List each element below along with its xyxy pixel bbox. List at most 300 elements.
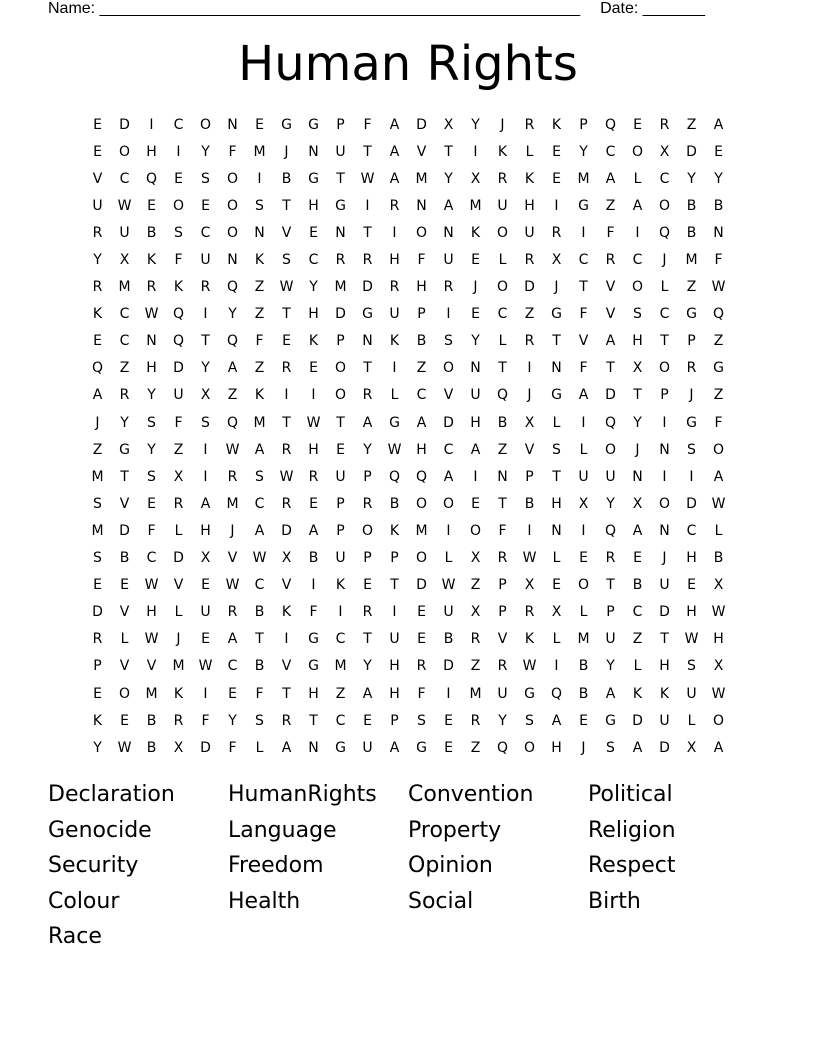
grid-letter[interactable]: Q <box>604 522 617 539</box>
grid-letter[interactable]: Y <box>606 495 615 512</box>
grid-letter[interactable]: I <box>662 414 667 431</box>
grid-letter[interactable]: S <box>444 333 453 350</box>
grid-letter[interactable]: E <box>336 441 345 458</box>
grid-letter[interactable]: O <box>118 143 131 160</box>
grid-letter[interactable]: Y <box>201 360 210 377</box>
grid-letter[interactable]: D <box>632 712 643 729</box>
grid-letter[interactable]: E <box>147 197 156 214</box>
grid-letter[interactable]: X <box>470 604 481 621</box>
grid-letter[interactable]: Z <box>713 333 724 350</box>
grid-letter[interactable]: K <box>146 252 157 269</box>
grid-letter[interactable]: F <box>417 685 426 702</box>
grid-letter[interactable]: A <box>389 116 400 133</box>
grid-letter[interactable]: K <box>281 604 292 621</box>
grid-letter[interactable]: V <box>173 577 184 594</box>
grid-letter[interactable]: Q <box>658 224 671 241</box>
grid-letter[interactable]: K <box>308 333 319 350</box>
grid-letter[interactable]: E <box>93 685 102 702</box>
grid-letter[interactable]: G <box>281 116 292 133</box>
grid-letter[interactable]: E <box>201 197 210 214</box>
grid-letter[interactable]: R <box>362 495 373 512</box>
grid-letter[interactable]: Y <box>147 441 156 458</box>
grid-letter[interactable]: P <box>579 116 588 133</box>
grid-letter[interactable]: E <box>471 495 480 512</box>
grid-letter[interactable]: O <box>469 522 482 539</box>
grid-letter[interactable]: Q <box>604 414 617 431</box>
grid-letter[interactable]: L <box>174 522 183 539</box>
grid-letter[interactable]: E <box>93 143 102 160</box>
grid-letter[interactable]: I <box>203 685 208 702</box>
grid-letter[interactable]: T <box>363 631 372 648</box>
grid-letter[interactable]: Z <box>524 306 535 323</box>
grid-letter[interactable]: U <box>200 604 211 621</box>
grid-letter[interactable]: S <box>525 712 534 729</box>
grid-letter[interactable]: E <box>579 712 588 729</box>
grid-letter[interactable]: R <box>524 252 535 269</box>
grid-letter[interactable]: O <box>442 495 455 512</box>
grid-letter[interactable]: E <box>552 170 561 187</box>
grid-letter[interactable]: Q <box>496 387 509 404</box>
grid-letter[interactable]: U <box>389 631 400 648</box>
grid-letter[interactable]: R <box>92 631 103 648</box>
grid-letter[interactable]: E <box>687 577 696 594</box>
grid-letter[interactable]: E <box>120 577 129 594</box>
grid-letter[interactable]: A <box>92 387 103 404</box>
grid-letter[interactable]: X <box>443 116 454 133</box>
grid-letter[interactable]: A <box>578 387 589 404</box>
grid-letter[interactable]: O <box>496 224 509 241</box>
grid-letter[interactable]: V <box>281 577 292 594</box>
grid-letter[interactable]: R <box>362 604 373 621</box>
grid-letter[interactable]: I <box>284 631 289 648</box>
grid-letter[interactable]: Q <box>172 306 185 323</box>
grid-letter[interactable]: L <box>255 739 264 756</box>
grid-letter[interactable]: K <box>92 712 103 729</box>
grid-letter[interactable]: V <box>281 658 292 675</box>
grid-letter[interactable]: O <box>334 360 347 377</box>
grid-letter[interactable]: A <box>713 739 724 756</box>
grid-letter[interactable]: F <box>498 522 507 539</box>
grid-letter[interactable]: Z <box>227 387 238 404</box>
grid-letter[interactable]: I <box>149 116 154 133</box>
grid-letter[interactable]: Z <box>254 360 265 377</box>
grid-letter[interactable]: S <box>255 468 264 485</box>
grid-letter[interactable]: U <box>605 631 616 648</box>
grid-letter[interactable]: N <box>308 739 319 756</box>
grid-letter[interactable]: N <box>227 252 238 269</box>
grid-letter[interactable]: R <box>389 197 400 214</box>
grid-letter[interactable]: C <box>119 306 130 323</box>
grid-letter[interactable]: F <box>606 224 615 241</box>
grid-letter[interactable]: E <box>417 631 426 648</box>
grid-letter[interactable]: M <box>253 414 266 431</box>
grid-letter[interactable]: S <box>174 224 183 241</box>
grid-letter[interactable]: N <box>551 522 562 539</box>
grid-letter[interactable]: G <box>335 739 346 756</box>
grid-letter[interactable]: U <box>470 387 481 404</box>
grid-letter[interactable]: E <box>174 170 183 187</box>
grid-letter[interactable]: C <box>605 143 616 160</box>
grid-letter[interactable]: A <box>227 360 238 377</box>
grid-letter[interactable]: X <box>173 468 184 485</box>
grid-letter[interactable]: I <box>365 197 370 214</box>
grid-letter[interactable]: A <box>443 468 454 485</box>
grid-letter[interactable]: E <box>309 495 318 512</box>
grid-letter[interactable]: V <box>578 333 589 350</box>
grid-letter[interactable]: E <box>579 550 588 567</box>
grid-letter[interactable]: L <box>552 631 561 648</box>
grid-letter[interactable]: S <box>93 550 102 567</box>
grid-letter[interactable]: U <box>335 550 346 567</box>
grid-letter[interactable]: T <box>606 577 615 594</box>
grid-letter[interactable]: J <box>554 279 559 296</box>
grid-letter[interactable]: X <box>200 550 211 567</box>
grid-letter[interactable]: R <box>470 631 481 648</box>
grid-letter[interactable]: W <box>144 577 159 594</box>
grid-letter[interactable]: T <box>120 468 129 485</box>
grid-letter[interactable]: W <box>225 577 240 594</box>
grid-letter[interactable]: R <box>227 604 238 621</box>
grid-letter[interactable]: N <box>227 116 238 133</box>
grid-letter[interactable]: A <box>551 712 562 729</box>
grid-letter[interactable]: U <box>200 252 211 269</box>
grid-letter[interactable]: F <box>714 414 723 431</box>
grid-letter[interactable]: D <box>605 387 616 404</box>
grid-letter[interactable]: G <box>308 658 319 675</box>
grid-letter[interactable]: G <box>119 441 130 458</box>
grid-letter[interactable]: W <box>387 441 402 458</box>
grid-letter[interactable]: O <box>226 170 239 187</box>
grid-letter[interactable]: R <box>497 550 508 567</box>
grid-letter[interactable]: B <box>713 197 724 214</box>
grid-letter[interactable]: W <box>144 631 159 648</box>
grid-letter[interactable]: X <box>281 550 292 567</box>
grid-letter[interactable]: D <box>524 279 535 296</box>
grid-letter[interactable]: D <box>686 143 697 160</box>
grid-letter[interactable]: Y <box>147 387 156 404</box>
grid-letter[interactable]: F <box>228 143 237 160</box>
grid-letter[interactable]: P <box>417 306 426 323</box>
grid-letter[interactable]: U <box>443 604 454 621</box>
grid-letter[interactable]: D <box>416 116 427 133</box>
grid-letter[interactable]: G <box>524 685 535 702</box>
grid-letter[interactable]: F <box>309 604 318 621</box>
grid-letter[interactable]: Y <box>579 143 588 160</box>
grid-letter[interactable]: E <box>120 712 129 729</box>
grid-letter[interactable]: M <box>415 170 428 187</box>
date-field[interactable]: Date: _______ <box>600 0 706 17</box>
grid-letter[interactable]: T <box>390 577 399 594</box>
grid-letter[interactable]: L <box>174 604 183 621</box>
grid-letter[interactable]: G <box>605 712 616 729</box>
grid-letter[interactable]: Z <box>470 739 481 756</box>
grid-letter[interactable]: I <box>257 170 262 187</box>
grid-letter[interactable]: E <box>228 685 237 702</box>
grid-letter[interactable]: P <box>336 116 345 133</box>
grid-letter[interactable]: N <box>713 224 724 241</box>
grid-letter[interactable]: C <box>632 604 643 621</box>
grid-letter[interactable]: E <box>93 577 102 594</box>
grid-letter[interactable]: L <box>633 658 642 675</box>
grid-letter[interactable]: L <box>714 522 723 539</box>
grid-letter[interactable]: B <box>443 631 454 648</box>
grid-letter[interactable]: T <box>282 306 291 323</box>
grid-letter[interactable]: F <box>174 414 183 431</box>
grid-letter[interactable]: G <box>335 197 346 214</box>
grid-letter[interactable]: A <box>443 197 454 214</box>
grid-letter[interactable]: P <box>525 468 534 485</box>
grid-letter[interactable]: W <box>441 577 456 594</box>
grid-letter[interactable]: O <box>172 197 185 214</box>
grid-letter[interactable]: Q <box>388 468 401 485</box>
grid-letter[interactable]: N <box>308 143 319 160</box>
grid-letter[interactable]: A <box>605 685 616 702</box>
grid-letter[interactable]: N <box>146 333 157 350</box>
grid-letter[interactable]: O <box>334 387 347 404</box>
grid-letter[interactable]: F <box>363 116 372 133</box>
grid-letter[interactable]: Z <box>632 631 643 648</box>
grid-letter[interactable]: A <box>254 441 265 458</box>
grid-letter[interactable]: R <box>524 333 535 350</box>
grid-letter[interactable]: K <box>524 170 535 187</box>
grid-letter[interactable]: B <box>281 170 292 187</box>
grid-letter[interactable]: X <box>470 550 481 567</box>
grid-letter[interactable]: Z <box>470 577 481 594</box>
grid-letter[interactable]: U <box>497 685 508 702</box>
grid-letter[interactable]: E <box>552 577 561 594</box>
grid-letter[interactable]: P <box>363 550 372 567</box>
grid-letter[interactable]: P <box>687 333 696 350</box>
grid-letter[interactable]: Z <box>605 197 616 214</box>
grid-letter[interactable]: H <box>551 739 562 756</box>
grid-letter[interactable]: W <box>711 279 726 296</box>
grid-letter[interactable]: T <box>606 360 615 377</box>
grid-letter[interactable]: B <box>632 577 643 594</box>
grid-letter[interactable]: A <box>308 522 319 539</box>
grid-letter[interactable]: A <box>632 197 643 214</box>
grid-letter[interactable]: W <box>360 170 375 187</box>
grid-letter[interactable]: R <box>605 252 616 269</box>
grid-letter[interactable]: D <box>119 116 130 133</box>
grid-letter[interactable]: Z <box>92 441 103 458</box>
grid-letter[interactable]: R <box>281 441 292 458</box>
grid-letter[interactable]: H <box>632 333 643 350</box>
grid-letter[interactable]: F <box>201 712 210 729</box>
grid-letter[interactable]: C <box>686 522 697 539</box>
grid-letter[interactable]: M <box>145 685 158 702</box>
grid-letter[interactable]: H <box>416 441 427 458</box>
grid-letter[interactable]: L <box>552 414 561 431</box>
grid-letter[interactable]: R <box>281 360 292 377</box>
grid-letter[interactable]: S <box>147 414 156 431</box>
grid-letter[interactable]: B <box>254 658 265 675</box>
grid-letter[interactable]: Q <box>226 414 239 431</box>
grid-letter[interactable]: O <box>496 279 509 296</box>
grid-letter[interactable]: R <box>470 712 481 729</box>
grid-letter[interactable]: O <box>415 550 428 567</box>
grid-letter[interactable]: R <box>362 387 373 404</box>
grid-letter[interactable]: M <box>91 468 104 485</box>
grid-letter[interactable]: P <box>336 522 345 539</box>
grid-letter[interactable]: R <box>389 279 400 296</box>
grid-letter[interactable]: K <box>254 387 265 404</box>
grid-letter[interactable]: C <box>146 550 157 567</box>
grid-letter[interactable]: P <box>606 604 615 621</box>
grid-letter[interactable]: W <box>306 414 321 431</box>
grid-letter[interactable]: I <box>446 306 451 323</box>
grid-letter[interactable]: L <box>633 170 642 187</box>
grid-letter[interactable]: T <box>282 197 291 214</box>
grid-letter[interactable]: K <box>92 306 103 323</box>
grid-letter[interactable]: A <box>470 441 481 458</box>
grid-letter[interactable]: I <box>473 143 478 160</box>
grid-letter[interactable]: H <box>686 604 697 621</box>
grid-letter[interactable]: H <box>686 550 697 567</box>
name-field[interactable]: Name: ______________________________________________________ <box>48 0 581 17</box>
grid-letter[interactable]: T <box>363 224 372 241</box>
grid-letter[interactable]: B <box>686 197 697 214</box>
grid-letter[interactable]: B <box>146 739 157 756</box>
grid-letter[interactable]: U <box>362 739 373 756</box>
grid-letter[interactable]: Z <box>713 387 724 404</box>
grid-letter[interactable]: S <box>687 441 696 458</box>
grid-letter[interactable]: Q <box>91 360 104 377</box>
grid-letter[interactable]: R <box>92 279 103 296</box>
grid-letter[interactable]: E <box>417 604 426 621</box>
grid-letter[interactable]: A <box>200 495 211 512</box>
grid-letter[interactable]: R <box>659 116 670 133</box>
grid-letter[interactable]: I <box>527 360 532 377</box>
grid-letter[interactable]: S <box>633 306 642 323</box>
grid-letter[interactable]: I <box>392 360 397 377</box>
grid-letter[interactable]: W <box>198 658 213 675</box>
grid-letter[interactable]: O <box>577 577 590 594</box>
grid-letter[interactable]: I <box>581 414 586 431</box>
grid-letter[interactable]: I <box>446 685 451 702</box>
grid-letter[interactable]: W <box>522 550 537 567</box>
grid-letter[interactable]: I <box>662 468 667 485</box>
grid-letter[interactable]: R <box>497 658 508 675</box>
grid-letter[interactable]: B <box>416 333 427 350</box>
grid-letter[interactable]: M <box>415 522 428 539</box>
grid-letter[interactable]: G <box>713 360 724 377</box>
grid-letter[interactable]: T <box>336 170 345 187</box>
grid-letter[interactable]: Q <box>415 468 428 485</box>
grid-letter[interactable]: U <box>173 387 184 404</box>
grid-letter[interactable]: I <box>284 387 289 404</box>
grid-letter[interactable]: Y <box>444 170 453 187</box>
grid-letter[interactable]: V <box>119 658 130 675</box>
grid-letter[interactable]: R <box>173 712 184 729</box>
grid-letter[interactable]: H <box>308 441 319 458</box>
grid-letter[interactable]: M <box>118 279 131 296</box>
grid-letter[interactable]: U <box>443 252 454 269</box>
grid-letter[interactable]: M <box>334 658 347 675</box>
grid-letter[interactable]: S <box>201 414 210 431</box>
grid-letter[interactable]: E <box>714 143 723 160</box>
grid-letter[interactable]: P <box>498 577 507 594</box>
grid-letter[interactable]: U <box>686 685 697 702</box>
grid-letter[interactable]: V <box>146 658 157 675</box>
grid-letter[interactable]: D <box>92 604 103 621</box>
grid-letter[interactable]: S <box>417 712 426 729</box>
grid-letter[interactable]: D <box>659 604 670 621</box>
grid-letter[interactable]: Q <box>145 170 158 187</box>
grid-letter[interactable]: O <box>631 143 644 160</box>
grid-letter[interactable]: V <box>119 604 130 621</box>
grid-letter[interactable]: T <box>444 143 453 160</box>
grid-letter[interactable]: U <box>335 468 346 485</box>
grid-letter[interactable]: C <box>227 658 238 675</box>
grid-letter[interactable]: V <box>497 631 508 648</box>
grid-letter[interactable]: U <box>578 468 589 485</box>
grid-letter[interactable]: O <box>658 197 671 214</box>
grid-letter[interactable]: T <box>498 495 507 512</box>
grid-letter[interactable]: H <box>200 522 211 539</box>
grid-letter[interactable]: M <box>469 197 482 214</box>
grid-letter[interactable]: L <box>552 550 561 567</box>
grid-letter[interactable]: J <box>473 279 478 296</box>
grid-letter[interactable]: P <box>336 333 345 350</box>
grid-letter[interactable]: D <box>200 739 211 756</box>
grid-letter[interactable]: X <box>173 739 184 756</box>
grid-letter[interactable]: O <box>361 522 374 539</box>
grid-letter[interactable]: A <box>605 170 616 187</box>
grid-letter[interactable]: Q <box>226 279 239 296</box>
grid-letter[interactable]: D <box>173 360 184 377</box>
grid-letter[interactable]: N <box>362 333 373 350</box>
grid-letter[interactable]: O <box>604 441 617 458</box>
grid-letter[interactable]: X <box>632 495 643 512</box>
grid-letter[interactable]: E <box>147 495 156 512</box>
grid-letter[interactable]: G <box>308 631 319 648</box>
grid-letter[interactable]: I <box>689 468 694 485</box>
grid-letter[interactable]: I <box>554 197 559 214</box>
grid-letter[interactable]: T <box>282 685 291 702</box>
grid-letter[interactable]: C <box>119 333 130 350</box>
grid-letter[interactable]: N <box>443 224 454 241</box>
grid-letter[interactable]: E <box>444 739 453 756</box>
grid-letter[interactable]: J <box>176 631 181 648</box>
grid-letter[interactable]: I <box>635 224 640 241</box>
grid-letter[interactable]: K <box>173 279 184 296</box>
grid-letter[interactable]: Z <box>686 116 697 133</box>
grid-letter[interactable]: H <box>416 279 427 296</box>
grid-letter[interactable]: Y <box>93 252 102 269</box>
grid-letter[interactable]: E <box>363 712 372 729</box>
grid-letter[interactable]: R <box>200 279 211 296</box>
grid-letter[interactable]: K <box>497 143 508 160</box>
grid-letter[interactable]: U <box>335 143 346 160</box>
grid-letter[interactable]: V <box>524 441 535 458</box>
grid-letter[interactable]: J <box>230 522 235 539</box>
grid-letter[interactable]: R <box>119 387 130 404</box>
grid-letter[interactable]: W <box>225 441 240 458</box>
grid-letter[interactable]: K <box>389 333 400 350</box>
grid-letter[interactable]: I <box>392 224 397 241</box>
grid-letter[interactable]: O <box>712 712 725 729</box>
grid-letter[interactable]: K <box>659 685 670 702</box>
grid-letter[interactable]: Z <box>416 360 427 377</box>
grid-letter[interactable]: Z <box>470 658 481 675</box>
grid-letter[interactable]: A <box>389 739 400 756</box>
grid-letter[interactable]: H <box>389 658 400 675</box>
grid-letter[interactable]: A <box>362 685 373 702</box>
grid-letter[interactable]: N <box>632 468 643 485</box>
grid-letter[interactable]: O <box>415 224 428 241</box>
grid-letter[interactable]: F <box>417 252 426 269</box>
grid-letter[interactable]: H <box>659 658 670 675</box>
